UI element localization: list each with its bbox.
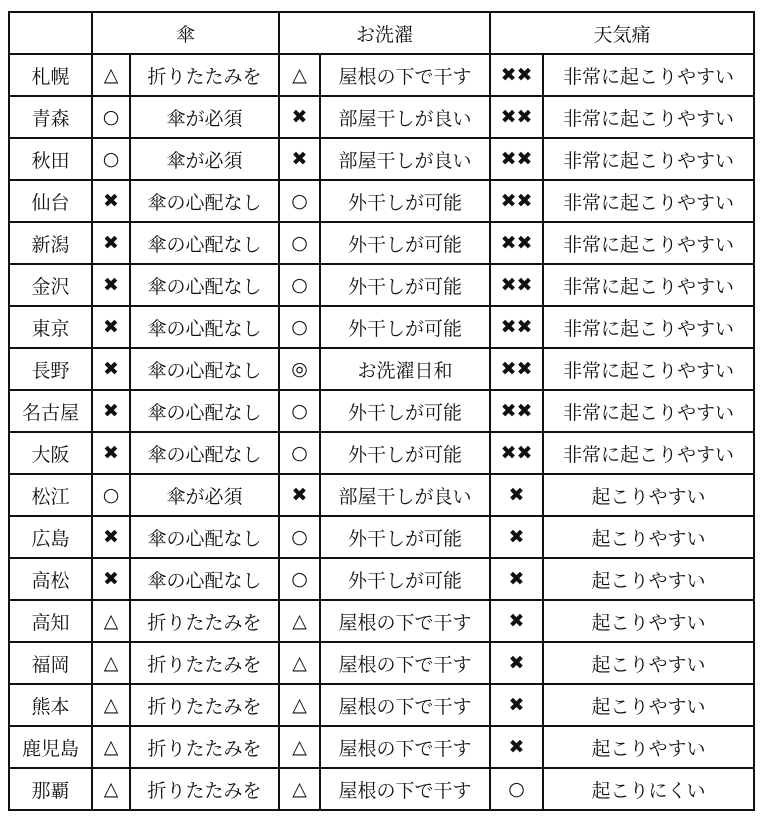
laundry-symbol: △ [279, 684, 320, 726]
headache-text: 起こりやすい [543, 474, 754, 516]
headache-text: 非常に起こりやすい [543, 138, 754, 180]
header-row [9, 12, 754, 54]
table-row [9, 390, 754, 432]
table-row [9, 96, 754, 138]
city-cell: 広島 [9, 516, 92, 558]
laundry-symbol: ○ [279, 222, 320, 264]
headache-text: 非常に起こりやすい [543, 306, 754, 348]
laundry-symbol: △ [279, 726, 320, 768]
umbrella-symbol: ○ [92, 138, 130, 180]
laundry-symbol: ○ [279, 390, 320, 432]
umbrella-text: 傘が必須 [130, 474, 279, 516]
laundry-text: 外干しが可能 [320, 390, 490, 432]
header-headache: 天気痛 [490, 12, 754, 54]
umbrella-text: 傘の心配なし [130, 264, 279, 306]
umbrella-text: 折りたたみを [130, 768, 279, 810]
umbrella-text: 折りたたみを [130, 54, 279, 96]
headache-symbol: ✖✖ [490, 222, 543, 264]
city-cell: 松江 [9, 474, 92, 516]
headache-text: 非常に起こりやすい [543, 54, 754, 96]
umbrella-symbol: ○ [92, 474, 130, 516]
umbrella-text: 傘が必須 [130, 96, 279, 138]
city-cell: 福岡 [9, 642, 92, 684]
header-umbrella: 傘 [92, 12, 279, 54]
table-row [9, 684, 754, 726]
headache-symbol: ✖✖ [490, 54, 543, 96]
table-row [9, 474, 754, 516]
weather-index-table [8, 11, 755, 811]
laundry-text: 外干しが可能 [320, 180, 490, 222]
header-city [9, 12, 92, 54]
table-row [9, 516, 754, 558]
laundry-symbol: △ [279, 54, 320, 96]
umbrella-symbol: ○ [92, 96, 130, 138]
headache-symbol: ○ [490, 768, 543, 810]
umbrella-symbol: ✖ [92, 516, 130, 558]
table-row [9, 768, 754, 810]
laundry-text: 外干しが可能 [320, 306, 490, 348]
umbrella-symbol: ✖ [92, 264, 130, 306]
headache-symbol: ✖✖ [490, 138, 543, 180]
city-cell: 那覇 [9, 768, 92, 810]
umbrella-text: 傘が必須 [130, 138, 279, 180]
laundry-text: 外干しが可能 [320, 264, 490, 306]
umbrella-symbol: ✖ [92, 390, 130, 432]
city-cell: 金沢 [9, 264, 92, 306]
table-row [9, 180, 754, 222]
umbrella-symbol: △ [92, 768, 130, 810]
laundry-text: 外干しが可能 [320, 558, 490, 600]
headache-symbol: ✖✖ [490, 348, 543, 390]
headache-symbol: ✖✖ [490, 180, 543, 222]
laundry-symbol: ○ [279, 306, 320, 348]
headache-symbol: ✖✖ [490, 96, 543, 138]
headache-text: 非常に起こりやすい [543, 222, 754, 264]
table-row [9, 726, 754, 768]
headache-symbol: ✖ [490, 600, 543, 642]
city-cell: 長野 [9, 348, 92, 390]
city-cell: 東京 [9, 306, 92, 348]
laundry-text: 屋根の下で干す [320, 600, 490, 642]
laundry-symbol: ✖ [279, 474, 320, 516]
umbrella-text: 傘の心配なし [130, 222, 279, 264]
city-cell: 青森 [9, 96, 92, 138]
headache-symbol: ✖ [490, 516, 543, 558]
laundry-text: 部屋干しが良い [320, 96, 490, 138]
headache-symbol: ✖✖ [490, 264, 543, 306]
umbrella-symbol: △ [92, 726, 130, 768]
umbrella-text: 折りたたみを [130, 684, 279, 726]
laundry-symbol: ○ [279, 264, 320, 306]
headache-text: 起こりにくい [543, 768, 754, 810]
umbrella-text: 折りたたみを [130, 642, 279, 684]
city-cell: 仙台 [9, 180, 92, 222]
umbrella-symbol: ✖ [92, 222, 130, 264]
city-cell: 大阪 [9, 432, 92, 474]
umbrella-symbol: ✖ [92, 432, 130, 474]
laundry-symbol: △ [279, 768, 320, 810]
laundry-text: 外干しが可能 [320, 516, 490, 558]
headache-text: 起こりやすい [543, 558, 754, 600]
city-cell: 秋田 [9, 138, 92, 180]
umbrella-text: 傘の心配なし [130, 306, 279, 348]
headache-text: 非常に起こりやすい [543, 96, 754, 138]
umbrella-symbol: △ [92, 684, 130, 726]
laundry-symbol: ○ [279, 432, 320, 474]
table-row [9, 222, 754, 264]
headache-symbol: ✖✖ [490, 432, 543, 474]
umbrella-text: 傘の心配なし [130, 432, 279, 474]
headache-text: 起こりやすい [543, 516, 754, 558]
laundry-text: 屋根の下で干す [320, 768, 490, 810]
table-row [9, 306, 754, 348]
city-cell: 高松 [9, 558, 92, 600]
table-row [9, 264, 754, 306]
headache-text: 非常に起こりやすい [543, 264, 754, 306]
table-row [9, 348, 754, 390]
city-cell: 名古屋 [9, 390, 92, 432]
laundry-text: 部屋干しが良い [320, 474, 490, 516]
laundry-text: 屋根の下で干す [320, 726, 490, 768]
laundry-text: 屋根の下で干す [320, 642, 490, 684]
laundry-symbol: ○ [279, 516, 320, 558]
headache-symbol: ✖✖ [490, 390, 543, 432]
laundry-symbol: ✖ [279, 96, 320, 138]
headache-symbol: ✖ [490, 642, 543, 684]
umbrella-symbol: △ [92, 642, 130, 684]
headache-symbol: ✖✖ [490, 306, 543, 348]
umbrella-text: 傘の心配なし [130, 516, 279, 558]
headache-symbol: ✖ [490, 558, 543, 600]
city-cell: 熊本 [9, 684, 92, 726]
umbrella-symbol: ✖ [92, 306, 130, 348]
umbrella-text: 傘の心配なし [130, 180, 279, 222]
headache-text: 起こりやすい [543, 684, 754, 726]
city-cell: 新潟 [9, 222, 92, 264]
table-row [9, 432, 754, 474]
laundry-text: お洗濯日和 [320, 348, 490, 390]
headache-text: 非常に起こりやすい [543, 348, 754, 390]
headache-symbol: ✖ [490, 474, 543, 516]
headache-text: 非常に起こりやすい [543, 390, 754, 432]
laundry-text: 外干しが可能 [320, 222, 490, 264]
umbrella-text: 折りたたみを [130, 600, 279, 642]
table-row [9, 558, 754, 600]
city-cell: 鹿児島 [9, 726, 92, 768]
headache-text: 非常に起こりやすい [543, 432, 754, 474]
headache-text: 起こりやすい [543, 600, 754, 642]
table-row [9, 642, 754, 684]
umbrella-symbol: △ [92, 54, 130, 96]
headache-text: 起こりやすい [543, 642, 754, 684]
headache-text: 起こりやすい [543, 726, 754, 768]
table-row [9, 138, 754, 180]
umbrella-symbol: ✖ [92, 180, 130, 222]
laundry-text: 屋根の下で干す [320, 684, 490, 726]
headache-symbol: ✖ [490, 726, 543, 768]
city-cell: 札幌 [9, 54, 92, 96]
umbrella-symbol: △ [92, 600, 130, 642]
umbrella-symbol: ✖ [92, 348, 130, 390]
umbrella-text: 折りたたみを [130, 726, 279, 768]
table-row [9, 600, 754, 642]
umbrella-text: 傘の心配なし [130, 558, 279, 600]
laundry-text: 屋根の下で干す [320, 54, 490, 96]
laundry-text: 部屋干しが良い [320, 138, 490, 180]
laundry-symbol: △ [279, 600, 320, 642]
laundry-symbol: △ [279, 642, 320, 684]
laundry-text: 外干しが可能 [320, 432, 490, 474]
umbrella-symbol: ✖ [92, 558, 130, 600]
city-cell: 高知 [9, 600, 92, 642]
umbrella-text: 傘の心配なし [130, 348, 279, 390]
laundry-symbol: ◎ [279, 348, 320, 390]
laundry-symbol: ✖ [279, 138, 320, 180]
headache-text: 非常に起こりやすい [543, 180, 754, 222]
headache-symbol: ✖ [490, 684, 543, 726]
header-laundry: お洗濯 [279, 12, 490, 54]
table-row [9, 54, 754, 96]
umbrella-text: 傘の心配なし [130, 390, 279, 432]
laundry-symbol: ○ [279, 558, 320, 600]
laundry-symbol: ○ [279, 180, 320, 222]
